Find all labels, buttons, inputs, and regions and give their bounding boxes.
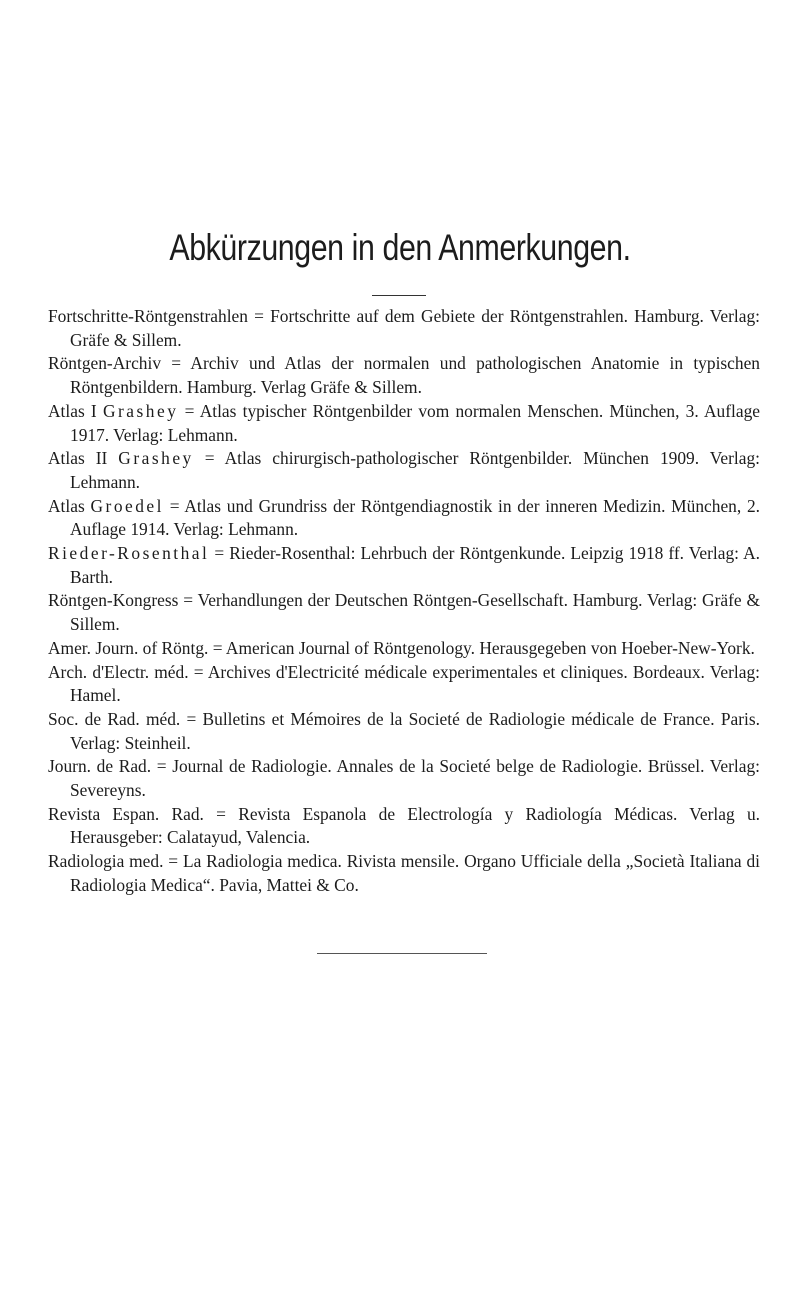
entry-abbreviation: Arch. d'Electr. méd. [48, 661, 189, 682]
entry-prefix: Atlas II [48, 448, 119, 469]
list-item [48, 708, 760, 755]
entry-text: = Rieder-Rosenthal: Lehrbuch der Röntgenkunde. Leipzig 1918 ff. Verlag: A. Barth. [70, 543, 760, 587]
entry-abbreviation: Amer. Journ. of Röntg. [48, 637, 209, 658]
entry-abbreviation: Journ. de Rad. [48, 756, 152, 777]
entry-text: = Revista Espanola de Electrología y Radiología Médicas. Verlag u. Herausgeber: Calatayud, Valencia. [70, 803, 760, 848]
title-divider [372, 295, 426, 296]
entry-prefix: Atlas [48, 495, 91, 516]
entry-author: Groedel [90, 495, 164, 516]
list-item [48, 755, 760, 802]
list-item [48, 850, 760, 897]
entry-abbreviation: Röntgen-Archiv [48, 353, 162, 374]
entry-text: = Journal de Radiologie. Annales de la Societé belge de Radiologie. Brüssel. Verlag: Severeyns. [70, 756, 760, 801]
entry-author: Rieder-Rosenthal [48, 543, 210, 564]
entry-abbreviation: Soc. de Rad. méd. [48, 708, 181, 729]
entry-abbreviation: Fortschritte-Röntgenstrahlen [48, 306, 248, 326]
list-item [48, 305, 760, 352]
list-item [48, 352, 760, 399]
entry-text: = Atlas und Grundriss der Röntgendiagnostik in der inneren Medizin. München, 2. Auflage 1914. Verlag: Lehmann. [70, 495, 761, 540]
list-item [48, 637, 760, 661]
list-item [48, 803, 760, 850]
entry-text: = Bulletins et Mémoires de la Societé de Radiologie médicale de France. Paris. Verlag: Steinheil. [70, 708, 760, 753]
list-item [48, 495, 760, 542]
entry-abbreviation: Radiologia med. [48, 851, 164, 872]
entry-text: = Atlas chirurgisch-pathologischer Röntgenbilder. München 1909. Verlag: Lehmann. [70, 448, 760, 492]
entry-author: Grashey [118, 448, 194, 469]
entry-prefix: Atlas I [48, 400, 103, 421]
list-item [48, 447, 760, 494]
entry-abbreviation: Revista Espan. Rad. [48, 803, 204, 824]
list-item [48, 542, 760, 589]
list-item [48, 589, 760, 636]
entry-text: = American Journal of Röntgenology. Herausgegeben von Hoeber-New-York. [208, 637, 755, 658]
entry-author: Grashey [102, 400, 179, 421]
page-title: Abkürzungen in den Anmerkungen. [169, 227, 631, 268]
bottom-divider [317, 953, 487, 954]
entry-text: = Verhandlungen der Deutschen Röntgen-Gesellschaft. Hamburg. Verlag: Gräfe & Sillem. [70, 590, 760, 635]
entry-text: = Fortschritte auf dem Gebiete der Röntgenstrahlen. Hamburg. Verlag: Gräfe & Sillem. [70, 306, 760, 350]
entry-text: = La Radiologia medica. Rivista mensile. Organo Ufficiale della „Società Italiana di Radiologia Medica“. Pavia, Mattei & Co. [70, 851, 761, 895]
entry-text: = Archives d'Electricité médicale experimentales et cliniques. Bordeaux. Verlag: Hamel. [70, 661, 760, 706]
entry-abbreviation: Röntgen-Kongress [48, 590, 179, 611]
entry-text: = Archiv und Atlas der normalen und pathologischen Anatomie in typischen Röntgenbildern. Hamburg. Verlag Gräfe & Sillem. [70, 353, 760, 398]
list-item [48, 661, 760, 708]
abbreviation-list [48, 305, 760, 898]
entry-text: = Atlas typischer Röntgenbilder vom normalen Menschen. München, 3. Auflage 1917. Verlag: Lehmann. [70, 400, 760, 445]
list-item [48, 400, 760, 447]
